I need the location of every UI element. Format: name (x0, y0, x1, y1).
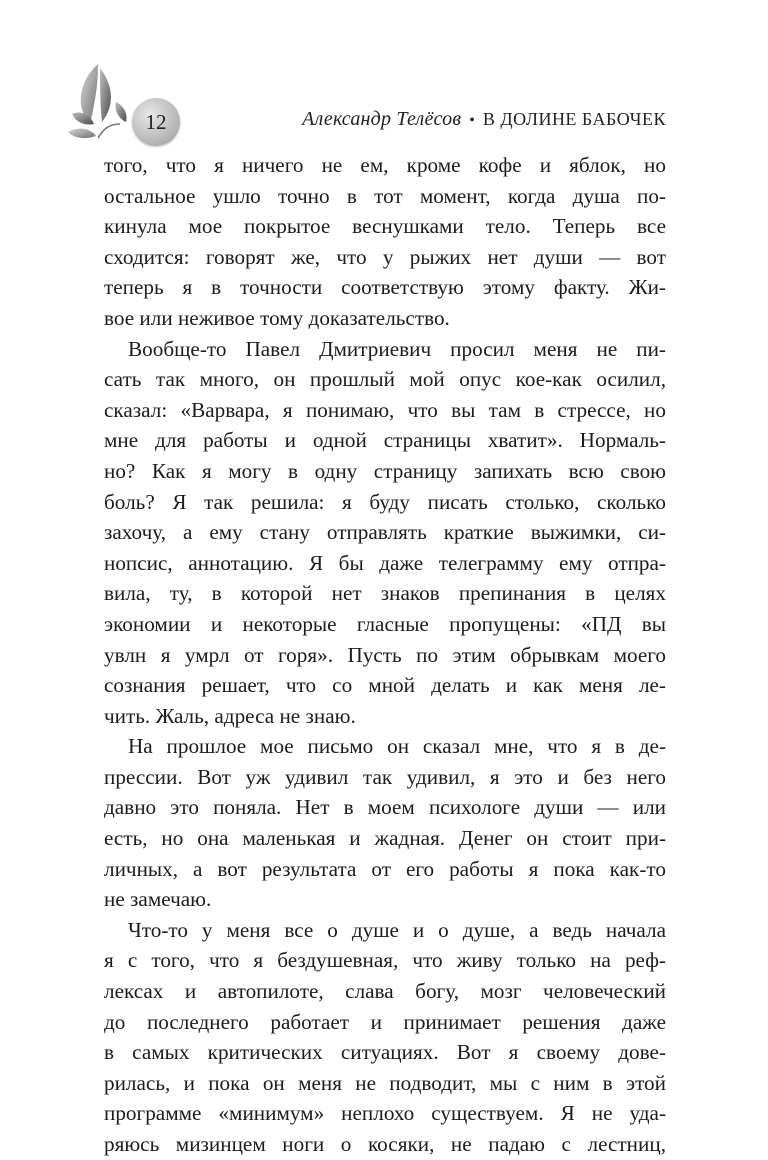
text-line: того, что я ничего не ем, кроме кофе и яблок, но (104, 153, 666, 177)
text-line: но? Как я могу в одну страницу запихать всю свою (104, 458, 666, 483)
text-line: мне для работы и одной страницы хватит». Нормаль- (104, 428, 666, 453)
text-line: Вообще-то Павел Дмитриевич просил меня не пи- (128, 336, 666, 361)
running-head (302, 108, 666, 131)
page-number: 12 (145, 109, 167, 134)
page-header (0, 0, 768, 160)
text-line: боль? Я так решила: я буду писать столько, сколько (104, 489, 666, 514)
text-line: не замечаю. (104, 887, 212, 912)
author-name: Александр Телёсов (302, 108, 462, 130)
text-line: вое или неживое тому доказательство. (104, 305, 450, 330)
text-line: экономии и некоторые гласные пропущены: «ПД вы (104, 611, 666, 636)
text-line: сказал: «Варвара, я понимаю, что вы там в стрессе, но (104, 397, 666, 422)
text-line: программе «минимум» неплохо существуем. Я не уда- (104, 1101, 666, 1126)
text-line: лексах и автопилоте, слава богу, мозг человеческий (104, 979, 666, 1004)
text-line: личных, а вот результата от его работы я пока как-то (104, 856, 666, 881)
text-line: до последнего работает и принимает решения даже (104, 1009, 666, 1034)
text-line: теперь я в точности соответствую этому факту. Жи- (104, 275, 666, 300)
text-line: кинула мое покрытое веснушками тело. Теперь все (104, 214, 666, 239)
text-line: в самых критических ситуациях. Вот я своему дове- (104, 1040, 666, 1065)
header-separator: • (469, 112, 475, 129)
text-line: На прошлое мое письмо он сказал мне, что я в де- (128, 734, 666, 759)
text-line: сать так много, он прошлый мой опус кое-как осилил, (104, 367, 666, 392)
text-line: ряюсь мизинцем ноги о косяки, не падаю с лестниц, (104, 1132, 666, 1156)
text-line: Что-то у меня все о душе и о душе, а ведь начала (128, 917, 666, 942)
text-line: нопсис, аннотацию. Я бы даже телеграмму ему отпра- (104, 550, 666, 575)
text-line: давно это поняла. Нет в моем психологе души — или (104, 795, 666, 820)
text-line: вила, ту, в которой нет знаков препинания в целях (104, 581, 666, 606)
text-line: есть, но она маленькая и жадная. Денег он стоит при- (104, 826, 666, 851)
text-line: прессии. Вот уж удивил так удивил, я это и без него (104, 764, 666, 789)
text-line: рилась, и пока он меня не подводит, мы с ним в этой (104, 1070, 666, 1095)
body-text (104, 150, 666, 1160)
text-line: захочу, а ему стану отправлять краткие выжимки, си- (104, 520, 666, 545)
book-title: В ДОЛИНЕ БАБОЧЕК (482, 109, 666, 129)
text-line: сходится: говорят же, что у рыжих нет души — вот (104, 244, 666, 269)
text-line: чить. Жаль, адреса не знаю. (104, 703, 356, 728)
page-number-badge (132, 98, 180, 146)
text-line: увлн я умрл от горя». Пусть по этим обрывкам моего (104, 642, 666, 667)
text-line: сознания решает, что со мной делать и как меня ле- (104, 673, 666, 698)
text-line: остальное ушло точно в тот момент, когда душа по- (104, 183, 666, 208)
text-line: я с того, что я бездушевная, что живу только на реф- (104, 948, 666, 973)
leaf-ornament-icon (60, 58, 140, 148)
